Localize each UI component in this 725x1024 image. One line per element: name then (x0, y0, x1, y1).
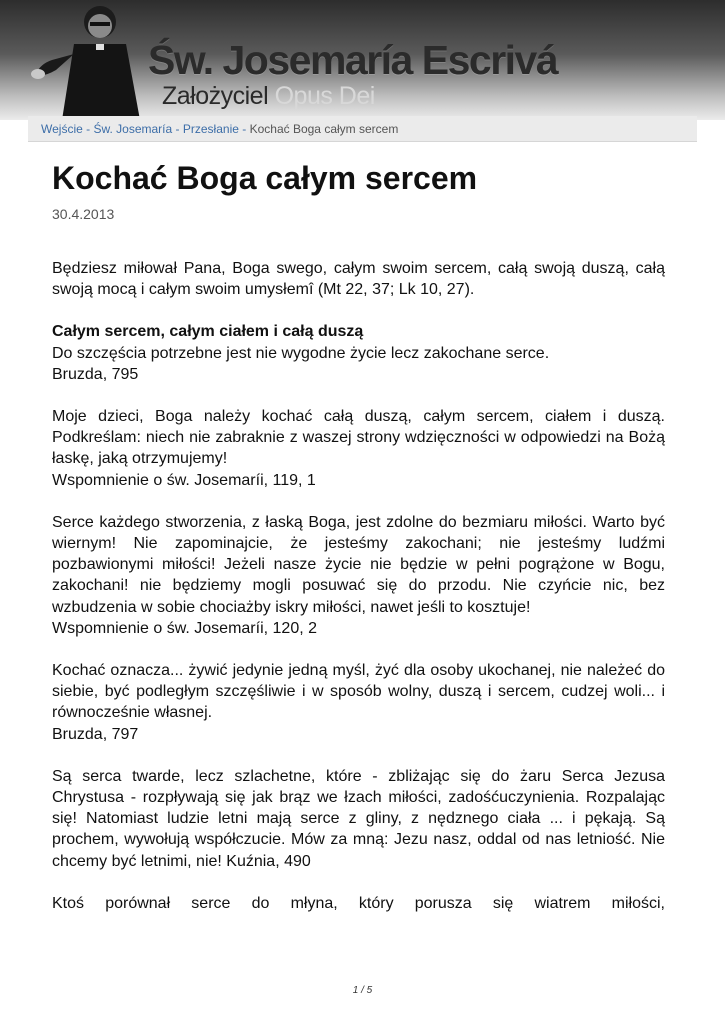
article-paragraph: Będziesz miłował Pana, Boga swego, całym swoim sercem, całą swoją duszą, całą swoją mocą i całym swoim umysłemî (Mt 22, 37; Lk 10, 27). (52, 260, 665, 299)
quote-source: Bruzda, 797 (52, 725, 139, 743)
publish-date: 30.4.2013 (52, 206, 115, 222)
quote-text: Do szczęścia potrzebne jest nie wygodne życie lecz zakochane serce. (52, 344, 550, 362)
quote-text: Serce każdego stworzenia, z łaską Boga, jest zdolne do bezmiaru miłości. Warto być wiernym! Nie zapominajcie, że jesteśmy zakochani; nie jesteśmy ludźmi pozbawionymi miłości! Jeżeli nasze życie nie będzie w pełni pogrążone w Bogu, zakochani! nie będziemy mogli posuwać się do przodu. Nie czyńcie nic, bez wzbudzenia w sobie chociażby iskry miłości, nawet jeśli to kosztuje! (52, 513, 665, 616)
article-body (52, 258, 665, 935)
quote-text: Kochać oznacza... żywić jedynie jedną myśl, żyć dla osoby ukochanej, nie należeć do siebie, być podległym szczęśliwie i w sposób wolny, duszą i sercem, cudzej woli... i równocześnie własnej. (52, 662, 665, 722)
quote-text: Moje dzieci, Boga należy kochać całą duszą, całym sercem, ciałem i duszą. Podkreślam: niech nie zabraknie z waszej strony wdzięczności w odpowiedzi na Bożą łaskę, jaką otrzymujemy! (52, 408, 665, 468)
page-title: Kochać Boga całym sercem (52, 160, 478, 196)
breadcrumb-separator: - (175, 122, 180, 136)
founder-photo (22, 0, 157, 120)
section-heading: Całym sercem, całym ciałem i całą duszą (52, 323, 364, 341)
site-subtitle (162, 82, 375, 111)
site-header (0, 0, 725, 120)
page-number: 1 / 5 (352, 985, 373, 996)
quote-block (52, 660, 665, 745)
quote-block (52, 406, 665, 491)
quote-source: Wspomnienie o św. Josemaríi, 119, 1 (52, 471, 316, 489)
site-subtitle-opus: Opus Dei (274, 82, 375, 110)
breadcrumb-bar (28, 116, 697, 142)
site-title: Św. Josemaría Escrivá (148, 37, 558, 83)
breadcrumb-separator: - (86, 122, 91, 136)
breadcrumb-link-home[interactable]: Wejście (41, 122, 83, 136)
breadcrumb-separator: - (242, 122, 247, 136)
quote-source: Bruzda, 795 (52, 365, 139, 383)
breadcrumb (41, 122, 398, 136)
breadcrumb-link-josemaria[interactable]: Św. Josemaría (93, 122, 173, 136)
quote-block (52, 321, 665, 385)
quote-source: Wspomnienie o św. Josemaríi, 120, 2 (52, 619, 318, 637)
article-paragraph: Ktoś porównał serce do młyna, który porusza się wiatrem miłości, (52, 894, 665, 912)
quote-block (52, 512, 665, 639)
quote-block: Są serca twarde, lecz szlachetne, które - zbliżając się do żaru Serca Jezusa Chrystusa - rozpływają się jak brąz we łzach miłości, zadośćuczynienia. Rozpalając się! Natomiast ludzie letni mają serce z gliny, z nędznego ciała ... i pękają. Są prochem, wywołują współczucie. Mów za mną: Jezu nasz, oddal od nas letniość. Nie chcemy być letnimi, nie! Kuźnia, 490 (52, 767, 665, 870)
breadcrumb-link-message[interactable]: Przesłanie (182, 122, 239, 136)
site-subtitle-founder: Założyciel (162, 82, 269, 110)
breadcrumb-current: Kochać Boga całym sercem (249, 122, 399, 136)
